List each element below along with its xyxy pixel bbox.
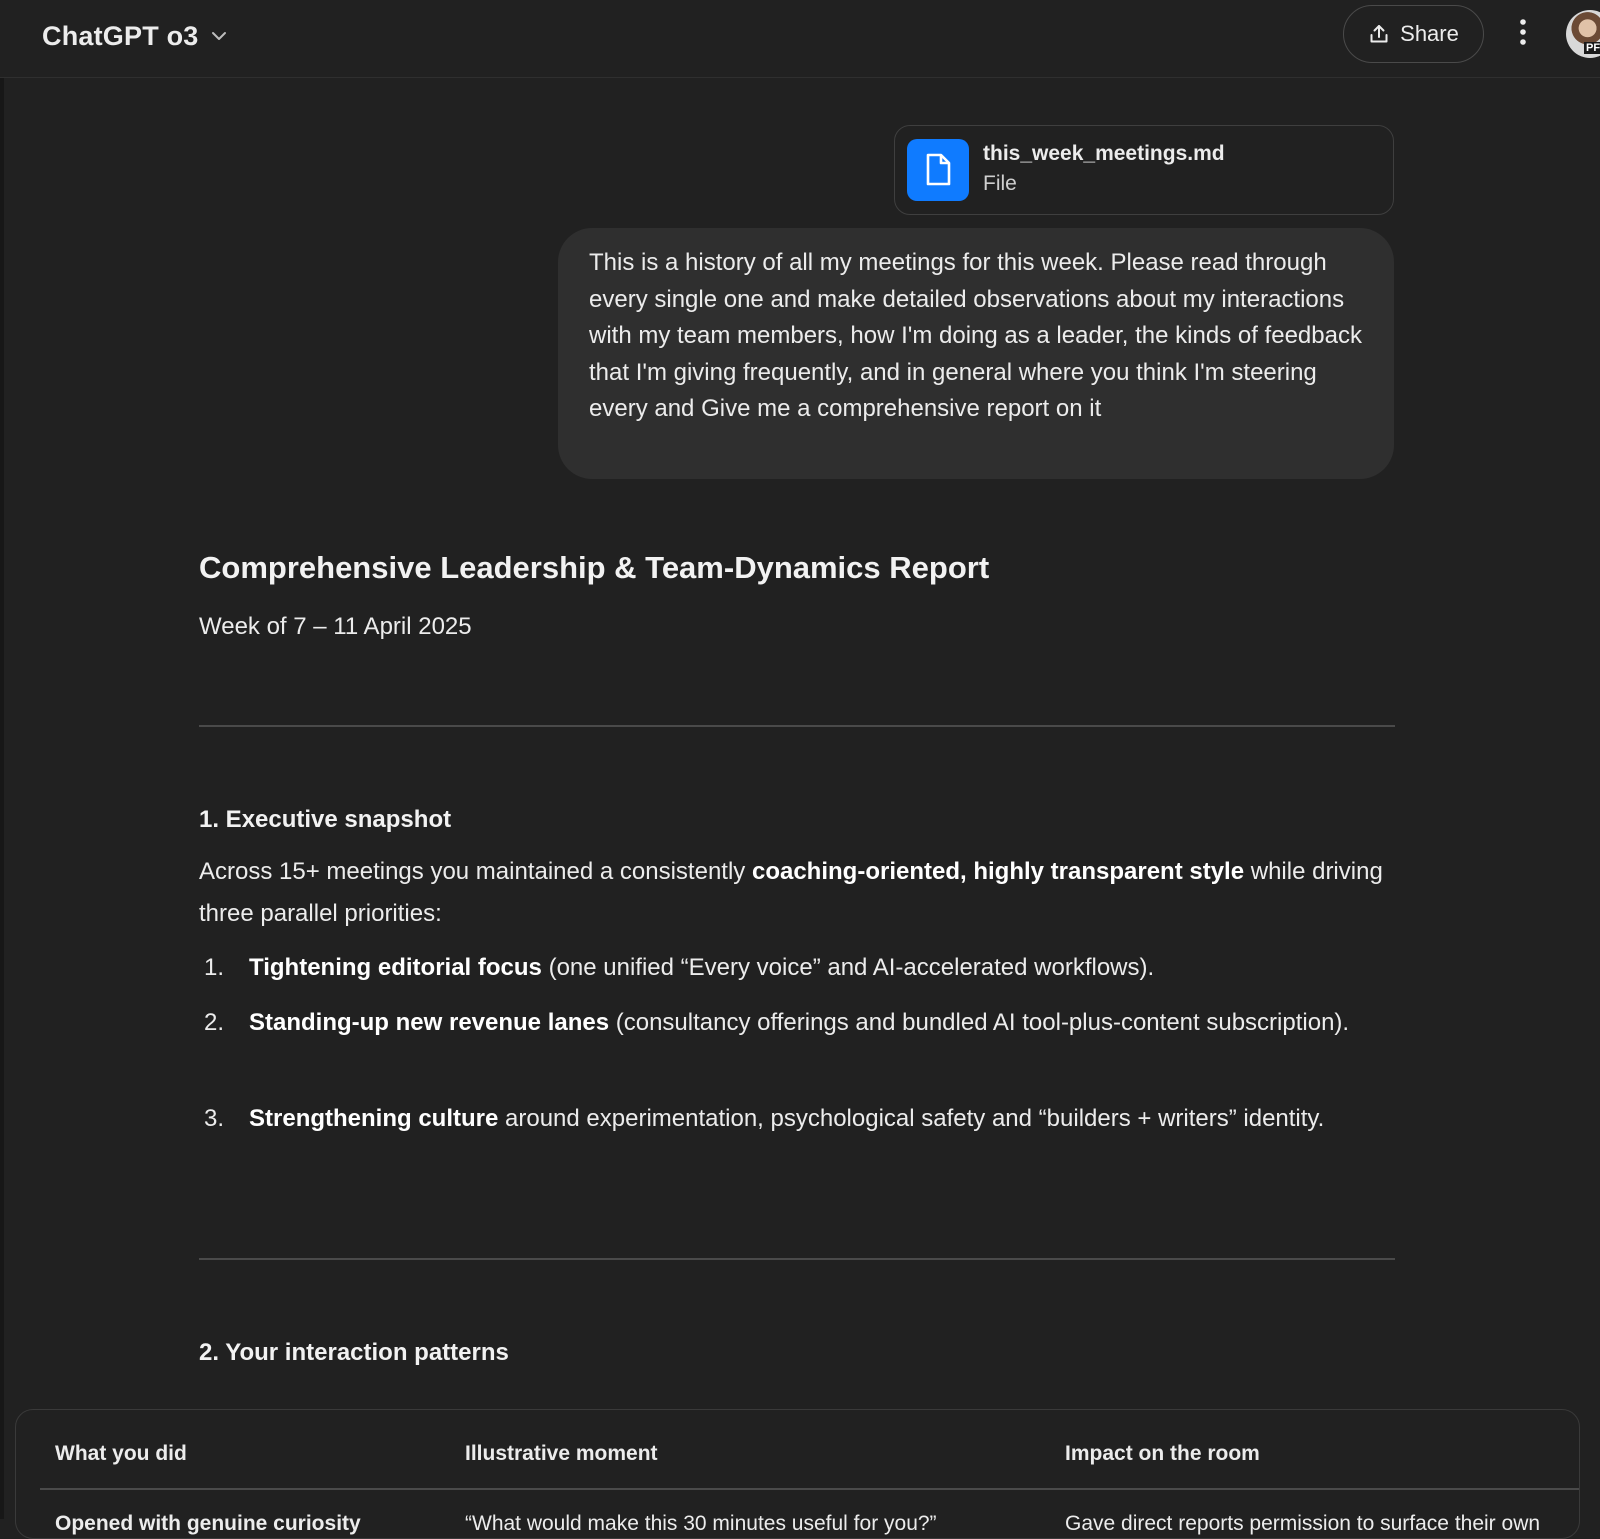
more-options-button[interactable] bbox=[1503, 14, 1543, 54]
avatar-badge: PF bbox=[1584, 42, 1600, 54]
divider bbox=[199, 725, 1395, 727]
list-number: 1. bbox=[204, 954, 225, 981]
report-title: Comprehensive Leadership & Team-Dynamics Report bbox=[199, 550, 990, 585]
list-text bbox=[249, 1002, 1359, 1044]
list-item-detail: (consultancy offerings and bundled AI tool-plus-content subscription). bbox=[609, 1009, 1350, 1036]
share-icon bbox=[1368, 23, 1390, 45]
list-text bbox=[249, 947, 1359, 989]
table-header-divider bbox=[40, 1488, 1580, 1490]
divider bbox=[199, 1258, 1395, 1260]
list-item-emphasis: Strengthening culture bbox=[249, 1105, 499, 1132]
table-cell: “What would make this 30 minutes useful for you?” bbox=[465, 1512, 937, 1535]
list-number: 2. bbox=[204, 1009, 225, 1036]
list-item-detail: around experimentation, psychological safety and “builders + writers” identity. bbox=[498, 1105, 1325, 1132]
list-item-detail: (one unified “Every voice” and AI-accelerated workflows). bbox=[541, 954, 1155, 981]
chevron-down-icon bbox=[209, 26, 229, 46]
intro-text: Across 15+ meetings you maintained a consistently bbox=[199, 858, 752, 885]
list-item-emphasis: Standing-up new revenue lanes bbox=[249, 1009, 610, 1036]
section-heading-executive-snapshot: 1. Executive snapshot bbox=[199, 806, 452, 833]
file-attachment[interactable] bbox=[894, 125, 1394, 215]
file-name: this_week_meetings.md bbox=[983, 142, 1225, 165]
intro-text-end: while driving three parallel priorities: bbox=[199, 858, 1383, 927]
top-header bbox=[0, 0, 1600, 78]
model-name: ChatGPT o3 bbox=[42, 20, 199, 51]
executive-summary-paragraph bbox=[199, 851, 1395, 935]
user-message: This is a history of all my meetings for this week. Please read through every single one and make detailed observations about my interactions with my team members, how I'm doing as a leader, the kinds of feedback that I'm giving frequently, and in general where you think I'm steering every and Give me a comprehensive report on it bbox=[558, 228, 1394, 479]
table-cell-emphasis: Opened with genuine curiosity bbox=[55, 1512, 361, 1535]
table-header-impact: Impact on the room bbox=[1065, 1442, 1260, 1465]
model-switcher[interactable] bbox=[30, 14, 241, 58]
list-item-emphasis: Tightening editorial focus bbox=[249, 954, 542, 981]
section-heading-interaction-patterns: 2. Your interaction patterns bbox=[199, 1339, 509, 1366]
share-label: Share bbox=[1400, 21, 1459, 46]
table-cell: Gave direct reports permission to surface their own bbox=[1065, 1512, 1541, 1535]
share-button[interactable] bbox=[1343, 5, 1484, 63]
interaction-patterns-table bbox=[15, 1409, 1580, 1539]
table-header-illustrative-moment: Illustrative moment bbox=[465, 1442, 658, 1465]
table-cell bbox=[55, 1512, 361, 1536]
sidebar-edge bbox=[0, 0, 4, 1519]
list-number: 3. bbox=[204, 1105, 225, 1132]
avatar[interactable] bbox=[1566, 10, 1600, 58]
table-header-what-you-did: What you did bbox=[55, 1442, 187, 1465]
file-type: File bbox=[983, 172, 1017, 195]
more-vertical-icon bbox=[1519, 18, 1527, 51]
intro-emphasis: coaching-oriented, highly transparent style bbox=[751, 858, 1245, 885]
list-text bbox=[249, 1098, 1359, 1140]
report-subtitle: Week of 7 – 11 April 2025 bbox=[199, 613, 472, 640]
document-icon bbox=[907, 139, 969, 201]
